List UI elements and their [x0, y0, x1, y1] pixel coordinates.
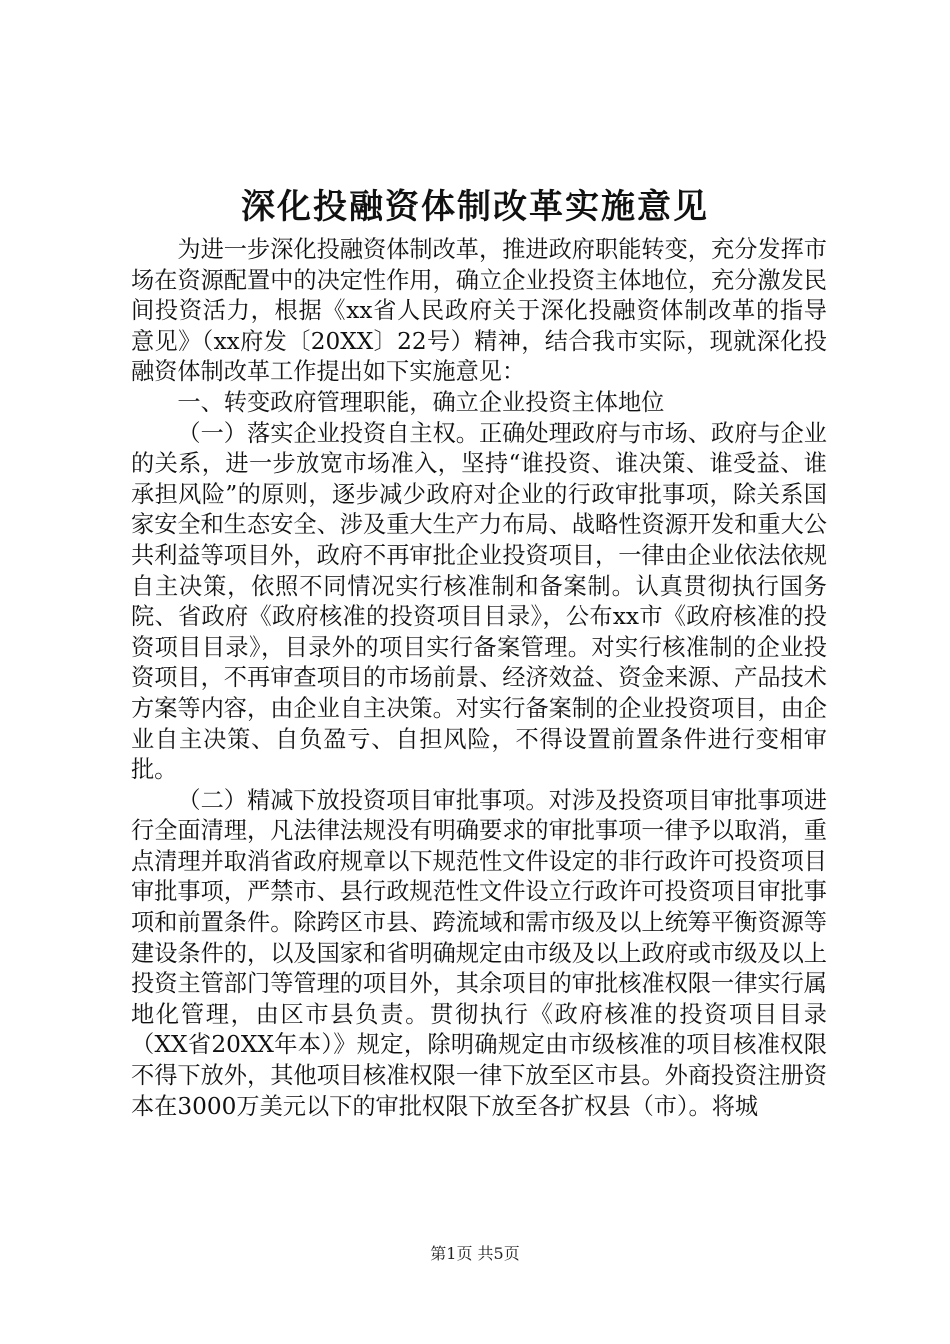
document-body [131, 235, 827, 1122]
document-title: 深化投融资体制改革实施意见 [241, 187, 709, 227]
intro-paragraph: 为进一步深化投融资体制改革，推进政府职能转变，充分发挥市场在资源配置中的决定性作用，确立企业投资主体地位，充分激发民间投资活力，根据《xx省人民政府关于深化投融资体制改革的指导意见》（xx府发〔20XX〕22号）精神，结合我市实际，现就深化投融资体制改革工作提出如下实施意见： [131, 236, 827, 386]
page-footer: 第1页 共5页 [430, 1244, 520, 1263]
paragraph-item-2: （二）精减下放投资项目审批事项。对涉及投资项目审批事项进行全面清理，凡法律法规没有明确要求的审批事项一律予以取消，重点清理并取消省政府规章以下规范性文件设定的非行政许可投资项目审批事项，严禁市、县行政规范性文件设立行政许可投资项目审批事项和前置条件。除跨区市县、跨流域和需市级及以上统筹平衡资源等建设条件的，以及国家和省明确规定由市级及以上政府或市级及以上投资主管部门等管理的项目外，其余项目的审批核准权限一律实行属地化管理，由区市县负责。贯彻执行《政府核准的投资项目目录（XX省20XX年本）》规定，除明确规定由市级核准的项目核准权限不得下放外，其他项目核准权限一律下放至区市县。外商投资注册资本在3000万美元以下的审批权限下放至各扩权县（市）。将城 [131, 786, 827, 1120]
paragraph-item-1: （一）落实企业投资自主权。正确处理政府与市场、政府与企业的关系，进一步放宽市场准入，坚持“谁投资、谁决策、谁受益、谁承担风险”的原则，逐步减少政府对企业的行政审批事项，除关系国家安全和生态安全、涉及重大生产力布局、战略性资源开发和重大公共利益等项目外，政府不再审批企业投资项目，一律由企业依法依规自主决策，依照不同情况实行核准制和备案制。认真贯彻执行国务院、省政府《政府核准的投资项目目录》，公布xx市《政府核准的投资项目目录》，目录外的项目实行备案管理。对实行核准制的企业投资项目，不再审查项目的市场前景、经济效益、资金来源、产品技术方案等内容，由企业自主决策。对实行备案制的企业投资项目，由企业自主决策、自负盈亏、自担风险，不得设置前置条件进行变相审批。 [131, 419, 827, 784]
section-heading-1: 一、转变政府管理职能，确立企业投资主体地位 [177, 388, 665, 416]
